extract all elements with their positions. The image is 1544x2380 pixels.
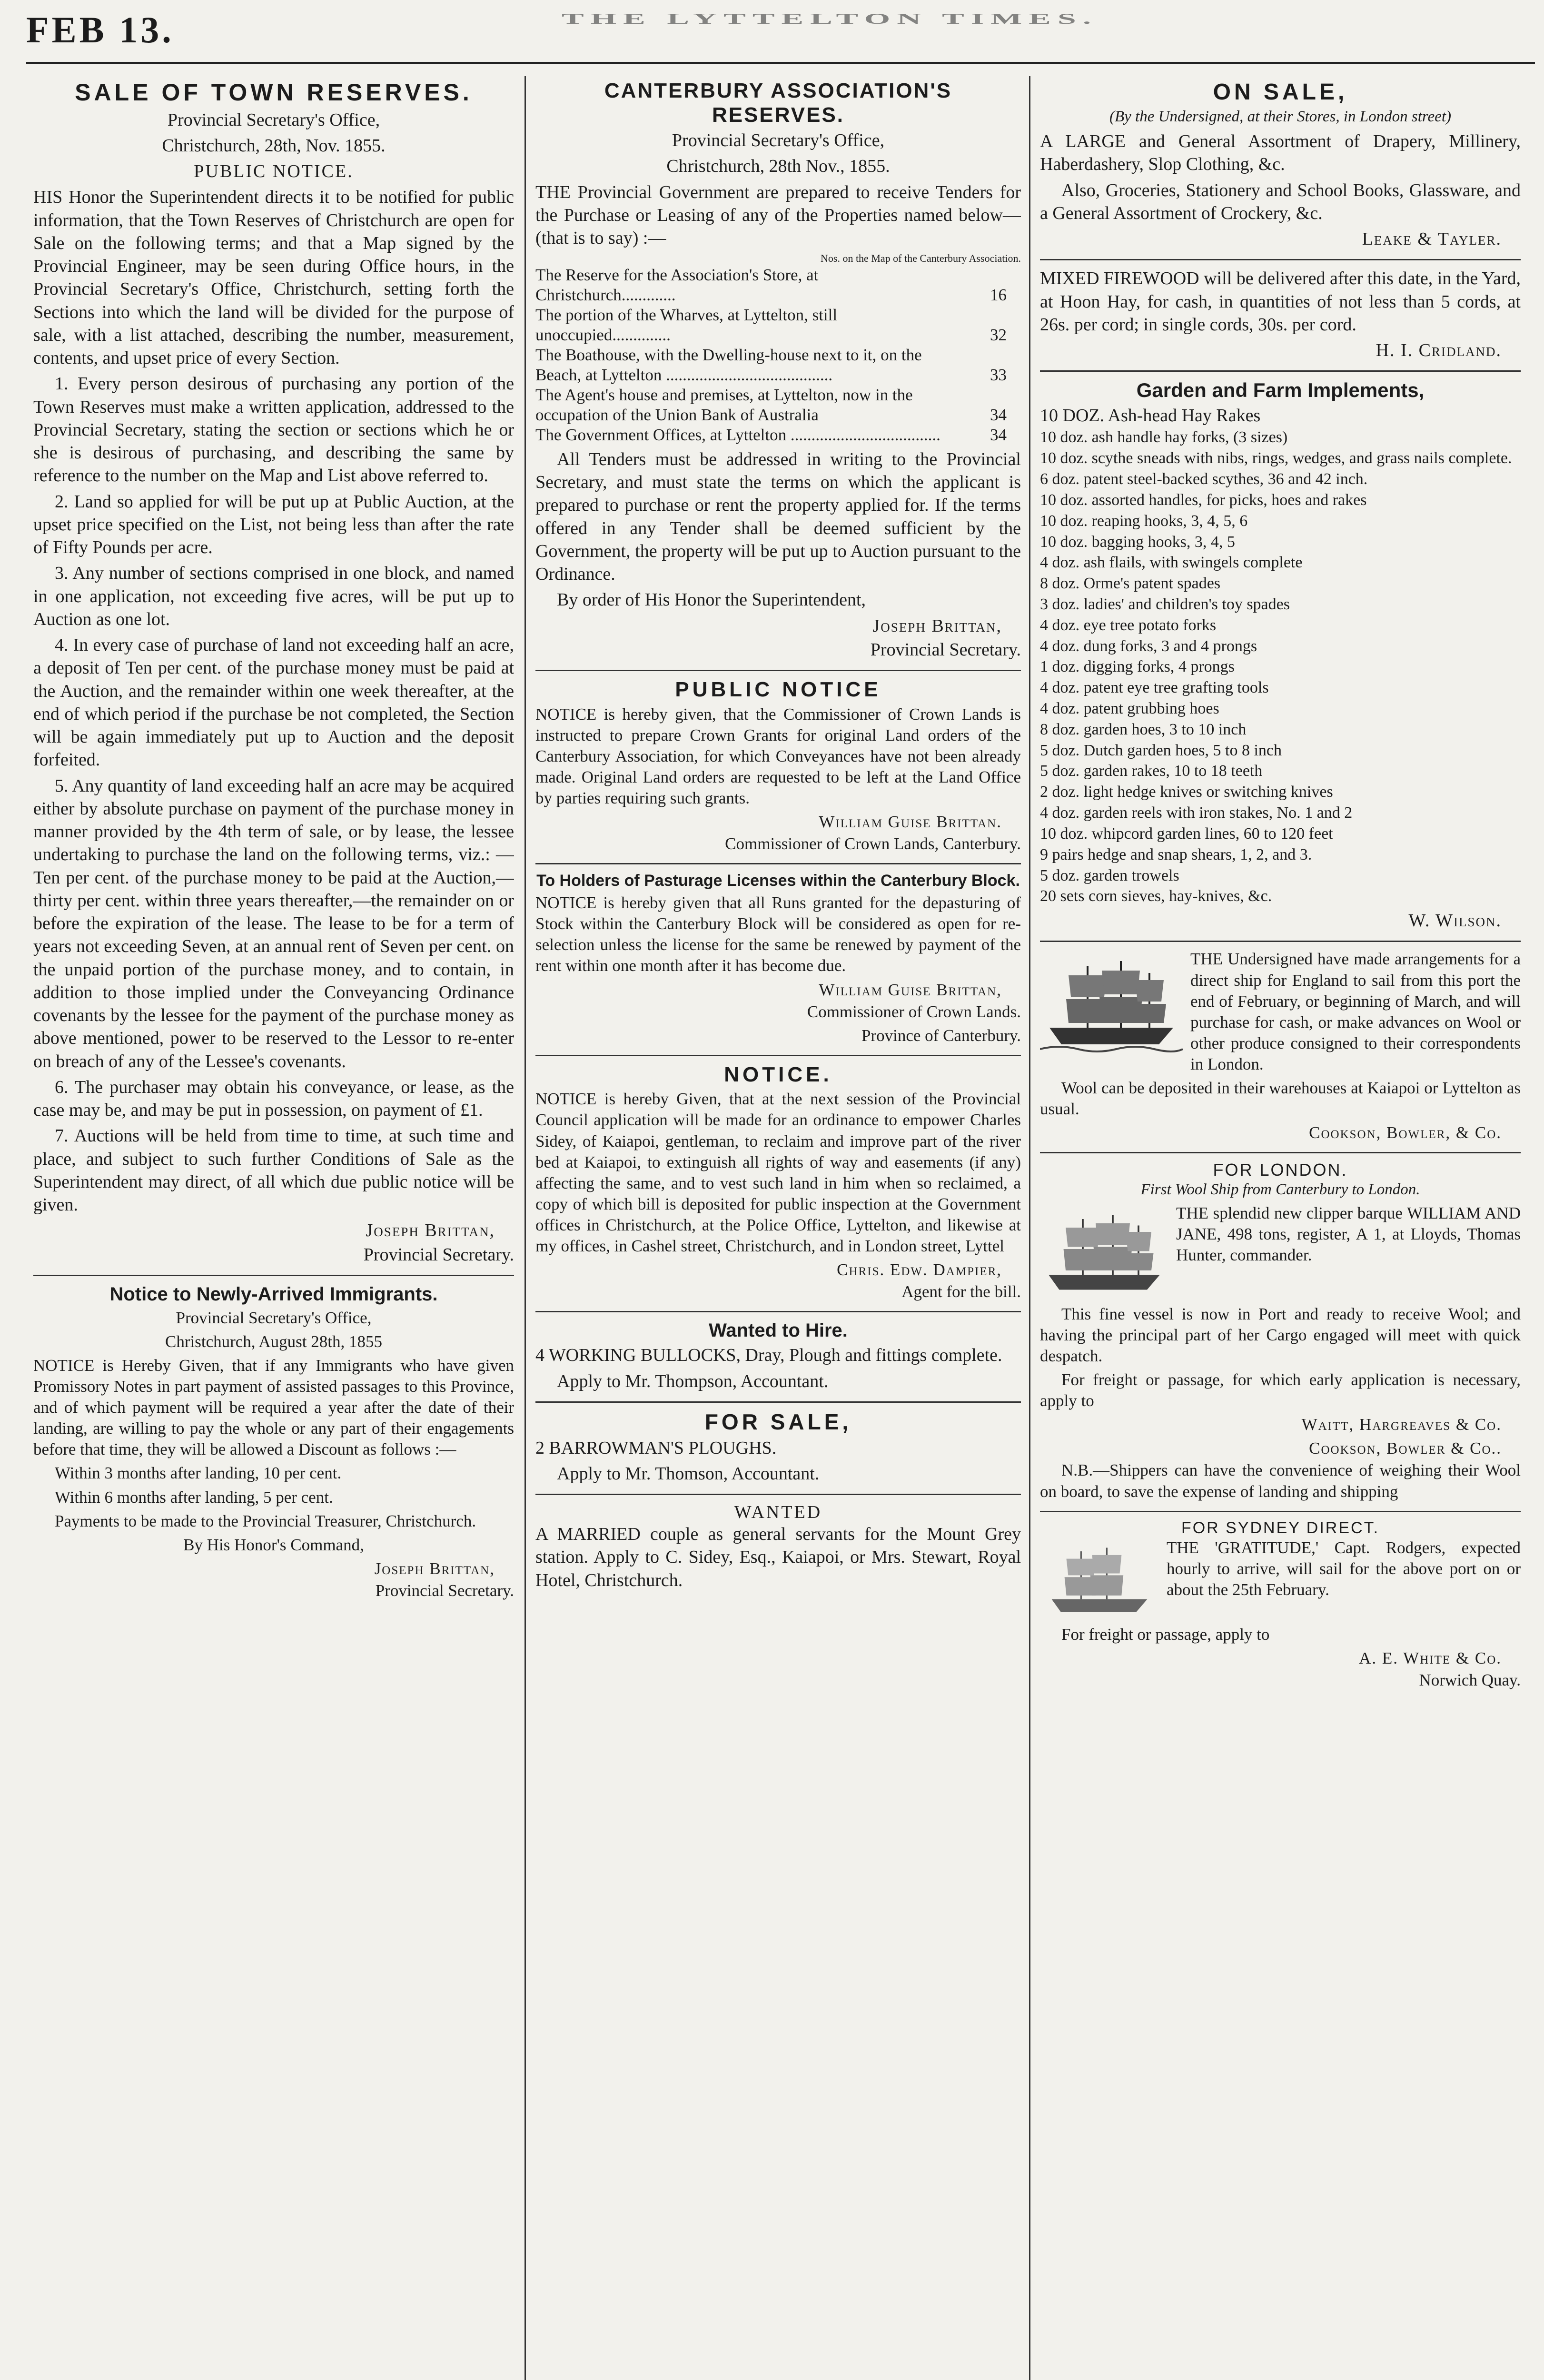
wanted-servants-ad	[535, 1502, 1021, 1592]
signature: Leake & Tayler.	[1362, 229, 1502, 249]
list-item: 4 doz. patent grubbing hoes	[1040, 700, 1219, 718]
paragraph: Apply to Mr. Thomson, Accountant.	[557, 1463, 820, 1484]
list-item: 6 doz. patent steel-backed scythes, 36 and 42 inch.	[1040, 470, 1368, 488]
article-separator	[1040, 370, 1521, 372]
paragraph: THE Undersigned have made arrangements for a direct ship for England to sail from this port the end of February, or beginning of March, and will purchase for cash, or make advances on Wool or other produce consigned to their correspondents in London.	[1190, 950, 1521, 1073]
list-item: 4 doz. eye tree potato forks	[1040, 616, 1217, 634]
list-item: 3 doz. ladies' and children's toy spades	[1040, 595, 1290, 613]
for-london-ad	[1040, 1160, 1521, 1502]
list-item: 20 sets corn sieves, hay-knives, &c.	[1040, 887, 1272, 905]
signature-title: Agent for the bill.	[901, 1282, 1021, 1301]
list-item: 10 doz. assorted handles, for picks, hoes and rakes	[1040, 491, 1367, 509]
signature-title: Commissioner of Crown Lands.	[807, 1002, 1021, 1021]
list-item: 5 doz. garden rakes, 10 to 18 teeth	[1040, 762, 1263, 780]
wanted-to-hire-ad	[535, 1319, 1021, 1393]
article-heading: FOR SALE,	[704, 1409, 852, 1434]
list-item: 5 doz. Dutch garden hoes, 5 to 8 inch	[1040, 741, 1282, 759]
list-item: 9 pairs hedge and snap shears, 1, 2, and 3.	[1040, 845, 1312, 863]
discount-line: Within 6 months after landing, 5 per cent.	[55, 1488, 333, 1507]
article-heading: FOR LONDON.	[1213, 1160, 1348, 1180]
paragraph: THE splendid new clipper barque WILLIAM AND JANE, 498 tons, register, A 1, at Lloyds, Thomas Hunter, commander.	[1176, 1203, 1521, 1265]
article-heading: Garden and Farm Implements,	[1136, 379, 1425, 402]
on-sale-ad	[1040, 79, 1521, 250]
map-number: 16	[990, 285, 1007, 304]
sailing-ship-icon	[1040, 952, 1183, 1056]
masthead	[0, 0, 1544, 71]
paragraph: MIXED FIREWOOD will be delivered after this date, in the Yard, at Hoon Hay, for cash, in quantities of not less than 5 cords, at 26s. per cord; in single cords, 30s. per cord.	[1040, 268, 1521, 335]
list-item: 4 doz. garden reels with iron stakes, No. 1 and 2	[1040, 804, 1353, 822]
table-row	[535, 345, 1021, 385]
table-row	[535, 385, 1021, 425]
dateline: Christchurch, August 28th, 1855	[165, 1332, 382, 1351]
article-separator	[535, 670, 1021, 671]
article-separator	[535, 1401, 1021, 1403]
office-line: Provincial Secretary's Office,	[176, 1308, 372, 1327]
paragraph: 5. Any quantity of land exceeding half an acre may be acquired either by absolute purchase on payment of the purchase money in manner provided by the 4th term of sale, or by lease, the lessee undertaking to purchase the land on the following terms, viz.: —Ten per cent. of the purchase money to be paid at the Auction,—thirty per cent. within three years thereafter,—the remainder on or before the expiration of the lease. The lease to be for a term of years not exceeding Seven, at an annual rent of Seven per cent. on the unpaid portion of the purchase money, and to contain, in addition to those implied under the Conveyancing Ordinance covenants by the lessee for the payment of the purchase money as above mentioned, power to be reserved to the Lessor to re-enter on breach of any of the Lessee's covenants.	[33, 775, 514, 1071]
article-heading: ON SALE,	[1213, 79, 1348, 105]
signature: W. Wilson.	[1408, 911, 1502, 931]
paragraph: Apply to Mr. Thompson, Accountant.	[557, 1371, 829, 1391]
firewood-ad	[1040, 267, 1521, 362]
list-item: 4 doz. dung forks, 3 and 4 prongs	[1040, 637, 1257, 655]
signature: Cookson, Bowler & Co..	[1309, 1439, 1502, 1458]
discount-line: Within 3 months after landing, 10 per cent.	[55, 1464, 342, 1483]
paragraph: 4. In every case of purchase of land not exceeding half an acre, a deposit of Ten per cent. of the purchase money must be paid at the Auction, and the remainder within one week thereafter, at the end of which period if the purchase be not completed, the Section will be again immediately put up to Auction and the deposit forfeited.	[33, 635, 514, 770]
column-divider-1	[525, 76, 526, 2380]
paragraph: All Tenders must be addressed in writing to the Provincial Secretary, and must state the terms on which the applicant is prepared to purchase or rent the property applied for. If the terms offered in any Tender shall be deemed sufficient by the Government, the property will be put up to Auction pursuant to the Ordinance.	[535, 449, 1021, 585]
crown-grants-notice	[535, 678, 1021, 854]
header-rule	[26, 62, 1535, 64]
issue-date: FEB 13.	[26, 9, 174, 50]
paragraph: NOTICE is hereby given, that the Commissioner of Crown Lands is instructed to prepare Crown Grants for original Land orders of the Canterbury Association, for which Conveyances have not been already made. Original Land orders are requested to be left at the Land Office by parties requiring such grants.	[535, 704, 1021, 808]
article-separator	[33, 1275, 514, 1276]
signature-place: Province of Canterbury.	[861, 1026, 1021, 1045]
paragraph: 6. The purchaser may obtain his conveyance, or lease, as the case may be, and may be put in possession, on payment of £1.	[33, 1077, 514, 1120]
article-separator	[1040, 1511, 1521, 1512]
paragraph: NOTICE is Hereby Given, that if any Immigrants who have given Promissory Notes in part payment of assisted passages to this Province, and of which payment will be required a year after the date of their landing, are willing to pay the whole or any part of their engagements before that time, they will be allowed a Discount as follows :—	[33, 1356, 514, 1459]
article-heading: FOR SYDNEY DIRECT.	[1181, 1518, 1380, 1537]
sale-of-town-reserves-notice	[33, 79, 514, 1266]
list-item: 8 doz. garden hoes, 3 to 10 inch	[1040, 720, 1247, 738]
list-item: 10 doz. bagging hooks, 3, 4, 5	[1040, 533, 1235, 551]
article-heading: CANTERBURY ASSOCIATION'S RESERVES.	[604, 79, 952, 127]
paragraph: 2. Land so applied for will be put up at Public Auction, at the upset price specified on the List, not being less than after the rate of Fifty Pounds per acre.	[33, 491, 514, 557]
property-label: The Government Offices, at Lyttelton ....................................	[535, 425, 940, 444]
implements-list	[1040, 405, 1521, 906]
paragraph: Wool can be deposited in their warehouses at Kaiapoi or Lyttelton as usual.	[1040, 1078, 1521, 1119]
for-sydney-ad	[1040, 1519, 1521, 1691]
paragraph: 1. Every person desirous of purchasing any portion of the Town Reserves must make a written application, addressed to the Provincial Secretary, stating the section or sections which he or she is desirous of purchasing, and describing the same by reference to the number on the Map and List above referred to.	[33, 374, 514, 486]
article-heading: WANTED	[734, 1502, 822, 1523]
article-subheading: (By the Undersigned, at their Stores, in London street)	[1109, 108, 1451, 126]
paragraph: NOTICE is hereby given that all Runs granted for the depasturing of Stock within the Canterbury Block will be considered as open for re-selection unless the license for the same be renewed by payment of the rent within one month after it has become due.	[535, 893, 1021, 975]
signature-title: Provincial Secretary.	[870, 639, 1021, 660]
map-number: 34	[990, 425, 1007, 444]
property-label: The portion of the Wharves, at Lyttelton, still unoccupied..............	[535, 305, 838, 344]
signature-name: Joseph Brittan,	[366, 1220, 495, 1241]
table-row	[535, 265, 1021, 305]
signature-name: Joseph Brittan,	[374, 1559, 495, 1578]
signature: A. E. White & Co.	[1359, 1648, 1502, 1667]
property-label: The Agent's house and premises, at Lyttelton, now in the occupation of the Union Bank of Australia	[535, 385, 913, 424]
signature-name: Chris. Edw. Dampier,	[837, 1260, 1002, 1279]
paragraph: 4 WORKING BULLOCKS, Dray, Plough and fittings complete.	[535, 1345, 1002, 1366]
paragraph: NOTICE is hereby Given, that at the next session of the Provincial Council application will be made for an ordinance to empower Charles Sidey, of Kaiapoi, gentleman, to reclaim and improve part of the river bed at Kaiapoi, to extinguish all rights of way and easements (if any) affecting the same, and to vest such land in him when so reclaimed, a copy of which bill is deposited for public inspection at the Government offices in Christchurch, at the Police Office, Lyttelton, and likewise at my offices, in Cashel street, Christchurch, and in London street, Lyttel	[535, 1090, 1021, 1256]
list-item: 4 doz. ash flails, with swingels complete	[1040, 554, 1303, 572]
article-separator	[1040, 259, 1521, 260]
paragraph: A MARRIED couple as general servants for the Mount Grey station. Apply to C. Sidey, Esq., Kaiapoi, or Mrs. Stewart, Royal Hotel, Christchurch.	[535, 1524, 1021, 1590]
article-heading: PUBLIC NOTICE	[675, 678, 881, 702]
list-item: 10 doz. scythe sneads with nibs, rings, wedges, and grass nails complete.	[1040, 449, 1512, 467]
signature-name: William Guise Brittan.	[819, 813, 1002, 832]
direct-ship-ad	[1040, 949, 1521, 1143]
office-line: Provincial Secretary's Office,	[672, 130, 885, 151]
article-separator	[1040, 1152, 1521, 1153]
article-heading: Notice to Newly-Arrived Immigrants.	[109, 1283, 438, 1305]
list-item: 2 doz. light hedge knives or switching knives	[1040, 783, 1333, 801]
column-3	[1040, 76, 1521, 2380]
article-heading: Wanted to Hire.	[709, 1320, 848, 1341]
kaiapoi-ordinance-notice	[535, 1063, 1021, 1303]
signature-title: Provincial Secretary.	[375, 1581, 514, 1600]
paragraph: 7. Auctions will be held from time to time, at such time and place, and subject to such further Conditions of Sale as the Superintendent may direct, of all which due public notice will be given.	[33, 1126, 514, 1215]
paragraph: N.B.—Shippers can have the convenience of weighing their Wool on board, to save the expense of landing and shipping	[1040, 1461, 1521, 1501]
association-reserves-notice	[535, 79, 1021, 661]
signature-name: William Guise Brittan,	[819, 980, 1002, 999]
signature: Waitt, Hargreaves & Co.	[1301, 1415, 1502, 1434]
signature-title: Commissioner of Crown Lands, Canterbury.	[725, 834, 1021, 853]
paragraph: For freight or passage, apply to	[1061, 1625, 1270, 1644]
article-separator	[535, 1494, 1021, 1495]
paragraph: Payments to be made to the Provincial Treasurer, Christchurch.	[55, 1511, 476, 1530]
article-heading: SALE OF TOWN RESERVES.	[75, 79, 473, 106]
signature-title: Provincial Secretary.	[363, 1244, 514, 1265]
paragraph: THE 'GRATITUDE,' Capt. Rodgers, expected hourly to arrive, will sail for the above port on or about the 25th February.	[1167, 1538, 1521, 1599]
property-label: The Reserve for the Association's Store, at Christchurch.............	[535, 265, 819, 304]
article-heading: NOTICE.	[724, 1062, 832, 1086]
article-separator	[535, 1311, 1021, 1312]
command-line: By His Honor's Command,	[183, 1535, 364, 1554]
map-number: 33	[990, 365, 1007, 384]
signature: Cookson, Bowler, & Co.	[1309, 1123, 1502, 1142]
garden-implements-ad	[1040, 378, 1521, 932]
list-item: 8 doz. Orme's patent spades	[1040, 575, 1221, 593]
list-item: 10 DOZ. Ash-head Hay Rakes	[1040, 405, 1261, 426]
list-item: 1 doz. digging forks, 4 prongs	[1040, 658, 1235, 676]
list-item: 10 doz. ash handle hay forks, (3 sizes)	[1040, 428, 1288, 446]
paragraph: For freight or passage, for which early application is necessary, apply to	[1040, 1370, 1521, 1410]
paragraph: THE Provincial Government are prepared to receive Tenders for the Purchase or Leasing of any of the Properties named below—(that is to say) :—	[535, 182, 1021, 248]
column-1	[33, 76, 514, 2380]
sailing-ship-icon	[1040, 1540, 1159, 1621]
paragraph: A LARGE and General Assortment of Drapery, Millinery, Haberdashery, Slop Clothing, &c.	[1040, 131, 1521, 175]
signature: H. I. Cridland.	[1376, 340, 1502, 361]
newspaper-title: THE LYTTELTON TIMES.	[562, 10, 1098, 28]
table-row	[535, 305, 1021, 345]
list-item: 10 doz. whipcord garden lines, 60 to 120 feet	[1040, 824, 1333, 843]
map-number: 32	[990, 325, 1007, 344]
article-separator	[535, 863, 1021, 864]
article-separator	[1040, 941, 1521, 942]
paragraph: 3. Any number of sections comprised in one block, and named in one application, not exceeding five acres, will be put up to Auction as one lot.	[33, 563, 514, 629]
office-line: Provincial Secretary's Office,	[167, 109, 380, 130]
table-row	[535, 425, 1021, 445]
paragraph: This fine vessel is now in Port and ready to receive Wool; and having the principal part of her Cargo engaged will meet with quick despatch.	[1040, 1304, 1521, 1366]
list-item: 4 doz. patent eye tree grafting tools	[1040, 679, 1269, 697]
signature-place: Norwich Quay.	[1419, 1670, 1521, 1689]
article-heading: To Holders of Pasturage Licenses within the Canterbury Block.	[536, 872, 1020, 890]
paragraph: 2 BARROWMAN'S PLOUGHS.	[535, 1438, 777, 1458]
map-number: 34	[990, 405, 1007, 424]
property-table	[535, 265, 1021, 445]
table-header: Nos. on the Map of the Canterbury Association.	[821, 252, 1021, 265]
column-2	[535, 76, 1021, 2380]
for-sale-ploughs-ad	[535, 1409, 1021, 1485]
column-divider-2	[1029, 76, 1030, 2380]
dateline: Christchurch, 28th, Nov. 1855.	[162, 135, 386, 156]
immigrants-notice	[33, 1283, 514, 1601]
paragraph: By order of His Honor the Superintendent,	[557, 590, 866, 610]
dateline: Christchurch, 28th Nov., 1855.	[666, 156, 890, 177]
property-label: The Boathouse, with the Dwelling-house next to it, on the Beach, at Lyttelton ........................................	[535, 345, 922, 384]
pasturage-licenses-notice	[535, 871, 1021, 1046]
paragraph: Also, Groceries, Stationery and School Books, Glassware, and a General Assortment of Crockery, &c.	[1040, 180, 1521, 223]
sailing-ship-icon	[1040, 1206, 1168, 1301]
article-subheading: PUBLIC NOTICE.	[194, 161, 354, 181]
article-separator	[535, 1055, 1021, 1056]
list-item: 10 doz. reaping hooks, 3, 4, 5, 6	[1040, 512, 1248, 530]
signature-name: Joseph Brittan,	[872, 615, 1002, 636]
paragraph: HIS Honor the Superintendent directs it to be notified for public information, that the Town Reserves of Christchurch are open for Sale on the following terms; and that a Map signed by the Provincial Engineer, may be seen during Office hours, in the Provincial Secretary's Office, Christchurch, setting forth the Sections into which the land will be divided for the purpose of sale, with a list attached, describing the number, measurement, contents, and upset price of every Section.	[33, 187, 514, 368]
list-item: 5 doz. garden trowels	[1040, 866, 1179, 884]
article-subheading: First Wool Ship from Canterbury to London.	[1140, 1181, 1420, 1199]
